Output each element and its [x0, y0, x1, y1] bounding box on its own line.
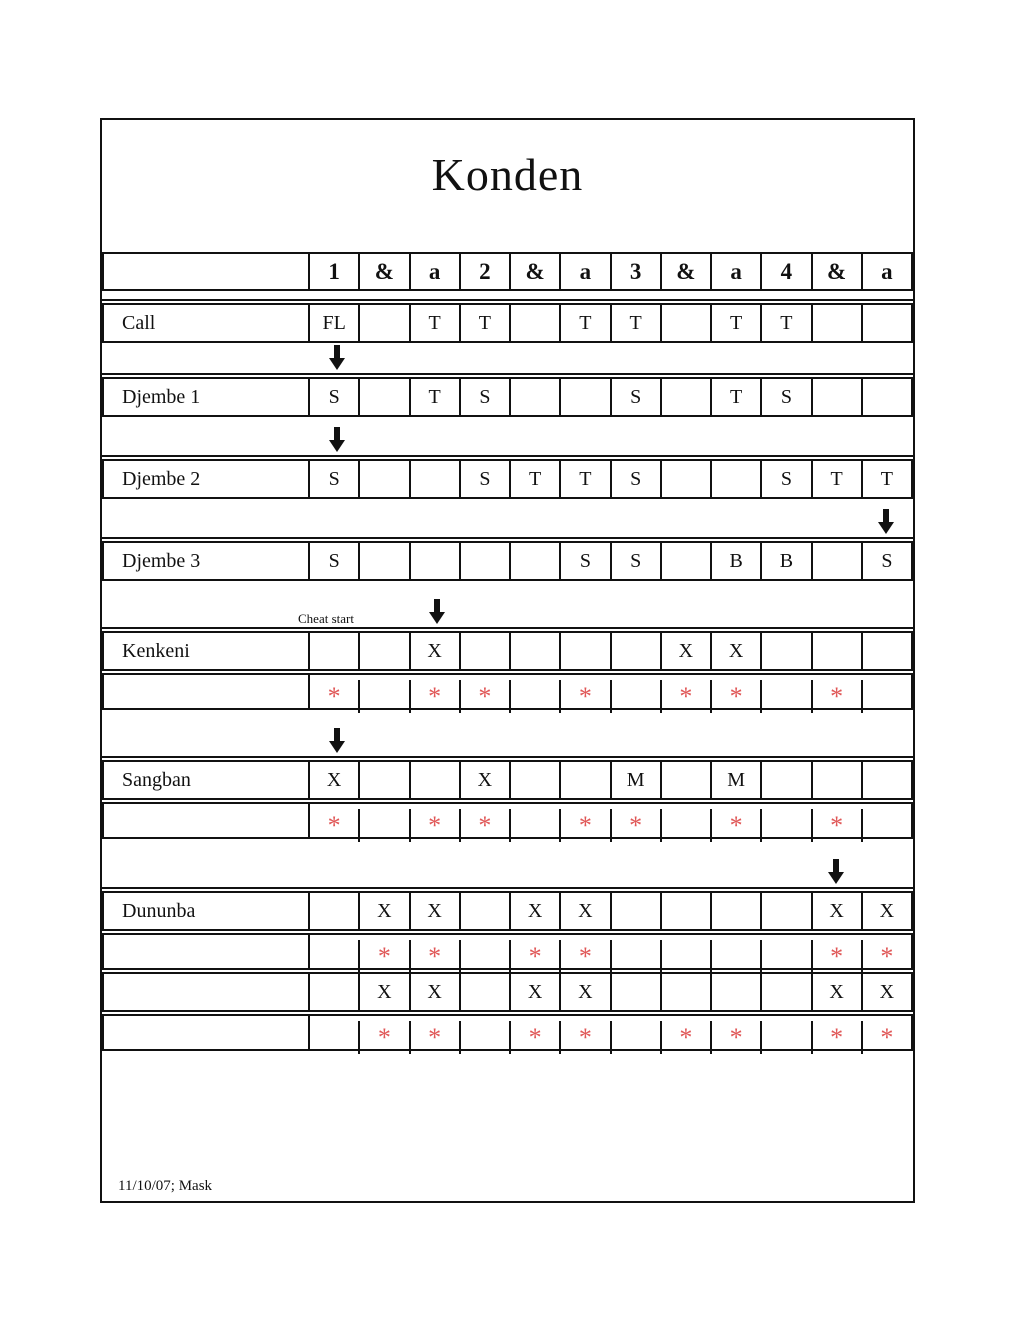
note-cell [461, 974, 511, 1010]
star-cell [662, 940, 712, 973]
note-cell [461, 543, 511, 579]
star-cell: * [662, 680, 712, 713]
star-cell: * [813, 809, 863, 842]
gap-row [102, 345, 913, 375]
note-cell [662, 762, 712, 798]
gap-row [102, 712, 913, 758]
star-cell: * [310, 680, 360, 713]
beat-header-cell: & [813, 254, 863, 289]
star-cell [762, 940, 812, 973]
star-cell [360, 680, 410, 713]
notation-row [102, 377, 913, 417]
note-cell: X [712, 633, 762, 669]
note-cell [712, 461, 762, 497]
star-cell: * [561, 940, 611, 973]
note-cell [360, 305, 410, 341]
note-cell [662, 305, 712, 341]
row-label: Djembe 3 [104, 543, 310, 579]
accent-row [102, 933, 913, 970]
note-cell: S [310, 543, 360, 579]
title-band [102, 120, 913, 250]
beat-header-cell: a [561, 254, 611, 289]
note-cell: S [561, 543, 611, 579]
note-cell: T [561, 305, 611, 341]
note-cell [762, 633, 812, 669]
note-cell [712, 974, 762, 1010]
star-cell [461, 1021, 511, 1054]
note-cell: X [662, 633, 712, 669]
note-cell [411, 543, 461, 579]
note-cell: T [561, 461, 611, 497]
note-cell [561, 633, 611, 669]
beat-header-cell: 1 [310, 254, 360, 289]
note-cell [863, 762, 911, 798]
note-cell: T [461, 305, 511, 341]
beat-header-cell: a [712, 254, 762, 289]
note-cell [612, 893, 662, 929]
star-cell: * [511, 940, 561, 973]
row-label [104, 935, 310, 968]
note-cell: S [461, 461, 511, 497]
note-cell [360, 762, 410, 798]
note-cell [511, 633, 561, 669]
star-cell [863, 809, 911, 842]
note-cell [762, 893, 812, 929]
note-cell: X [411, 893, 461, 929]
note-cell [813, 543, 863, 579]
star-cell: * [461, 680, 511, 713]
note-cell: X [310, 762, 360, 798]
star-cell: * [712, 809, 762, 842]
notation-grid [102, 252, 913, 1053]
star-cell [712, 940, 762, 973]
beat-header-cell: & [662, 254, 712, 289]
row-label: Call [104, 305, 310, 341]
row-label: Dununba [104, 893, 310, 929]
beat-header-cell: 3 [612, 254, 662, 289]
note-cell [662, 379, 712, 415]
footer-note: 11/10/07; Mask [118, 1178, 213, 1194]
star-cell [612, 940, 662, 973]
accent-row [102, 1014, 913, 1051]
star-cell: * [411, 809, 461, 842]
note-cell: S [310, 379, 360, 415]
note-cell [461, 893, 511, 929]
note-cell [360, 379, 410, 415]
star-cell: * [813, 680, 863, 713]
star-cell [461, 940, 511, 973]
star-cell: * [712, 1021, 762, 1054]
spacer-row [102, 293, 913, 301]
note-cell: S [762, 461, 812, 497]
row-cells [310, 974, 911, 1010]
star-cell [511, 809, 561, 842]
note-cell: S [612, 461, 662, 497]
star-cell [612, 680, 662, 713]
note-cell [813, 762, 863, 798]
note-cell [662, 893, 712, 929]
star-cell: * [310, 809, 360, 842]
star-cell [762, 680, 812, 713]
note-cell: T [762, 305, 812, 341]
note-cell [612, 974, 662, 1010]
note-cell [360, 633, 410, 669]
down-arrow-icon [329, 427, 345, 452]
notation-row [102, 760, 913, 800]
note-cell [863, 305, 911, 341]
note-cell: X [879, 980, 895, 1003]
down-arrow-icon [329, 345, 345, 370]
note-cell: X [411, 633, 461, 669]
row-label: Kenkeni [104, 633, 310, 669]
star-cell: * [561, 680, 611, 713]
note-cell [762, 762, 812, 798]
note-cell: S [612, 379, 662, 415]
row-label [104, 254, 310, 289]
note-cell [662, 974, 712, 1010]
note-cell: X [879, 899, 895, 922]
star-cell: * [411, 940, 461, 973]
beat-header-cell: 4 [762, 254, 812, 289]
row-cells [310, 762, 911, 798]
note-cell [511, 305, 561, 341]
beat-header-cell: a [881, 258, 893, 284]
note-cell: T [712, 305, 762, 341]
note-cell [360, 543, 410, 579]
star-cell: * [561, 809, 611, 842]
star-cell: * [411, 1021, 461, 1054]
note-cell [863, 379, 911, 415]
note-cell: X [511, 893, 561, 929]
note-cell [712, 893, 762, 929]
note-cell [511, 379, 561, 415]
note-cell: T [813, 461, 863, 497]
row-label [104, 1016, 310, 1049]
star-cell [511, 680, 561, 713]
star-cell [662, 809, 712, 842]
row-cells [310, 893, 911, 929]
note-cell [411, 762, 461, 798]
beat-header-cell: & [511, 254, 561, 289]
star-cell: * [561, 1021, 611, 1054]
note-cell [662, 543, 712, 579]
beat-header-cell: a [411, 254, 461, 289]
page-title: Konden [431, 148, 584, 200]
notation-row [102, 972, 913, 1012]
gap-row [102, 841, 913, 889]
row-cells [310, 804, 911, 840]
note-cell: S [612, 543, 662, 579]
notation-row [102, 459, 913, 499]
star-cell: * [880, 941, 894, 971]
note-cell: M [712, 762, 762, 798]
accent-row [102, 802, 913, 839]
note-cell: S [881, 549, 893, 572]
star-cell [612, 1021, 662, 1054]
star-cell: * [813, 1021, 863, 1054]
row-cells [310, 935, 911, 971]
row-label [104, 804, 310, 837]
note-cell: X [813, 974, 863, 1010]
note-cell [310, 633, 360, 669]
notation-row [102, 631, 913, 671]
note-cell [511, 762, 561, 798]
row-label: Sangban [104, 762, 310, 798]
cheat-start-label: Cheat start [298, 611, 354, 626]
note-cell [762, 974, 812, 1010]
star-cell: * [712, 680, 762, 713]
row-cells [310, 379, 911, 415]
row-label [104, 675, 310, 708]
notation-row [102, 303, 913, 343]
star-cell [762, 1021, 812, 1054]
row-label: Djembe 2 [104, 461, 310, 497]
star-cell: * [662, 1021, 712, 1054]
star-cell: * [360, 940, 410, 973]
note-cell: X [360, 974, 410, 1010]
note-cell: T [612, 305, 662, 341]
note-cell [813, 379, 863, 415]
note-cell: FL [310, 305, 360, 341]
down-arrow-icon [429, 599, 445, 624]
star-cell [762, 809, 812, 842]
note-cell [612, 633, 662, 669]
row-cells [310, 633, 911, 669]
gap-row [102, 419, 913, 457]
row-cells [310, 254, 911, 289]
note-cell: T [411, 305, 461, 341]
star-cell: * [880, 1022, 894, 1052]
star-cell: * [360, 1021, 410, 1054]
note-cell: B [762, 543, 812, 579]
note-cell: M [612, 762, 662, 798]
star-cell [360, 809, 410, 842]
note-cell: T [712, 379, 762, 415]
note-cell: X [813, 893, 863, 929]
star-cell [863, 680, 911, 713]
beat-header-cell: & [360, 254, 410, 289]
note-cell: B [712, 543, 762, 579]
note-cell: X [360, 893, 410, 929]
note-cell [561, 379, 611, 415]
note-cell: T [880, 467, 893, 490]
note-cell [360, 461, 410, 497]
bottom-band [102, 1053, 913, 1201]
down-arrow-icon [878, 509, 894, 534]
note-cell [461, 633, 511, 669]
note-cell [310, 893, 360, 929]
note-cell [662, 461, 712, 497]
row-label [104, 974, 310, 1010]
note-cell [411, 461, 461, 497]
down-arrow-icon [828, 859, 844, 884]
note-cell [310, 974, 360, 1010]
note-cell [511, 543, 561, 579]
note-cell [561, 762, 611, 798]
note-cell [863, 633, 911, 669]
star-cell: * [612, 809, 662, 842]
note-cell: T [511, 461, 561, 497]
notation-row [102, 541, 913, 581]
note-cell: T [411, 379, 461, 415]
star-cell: * [411, 680, 461, 713]
note-cell [813, 305, 863, 341]
row-label: Djembe 1 [104, 379, 310, 415]
row-cells [310, 543, 911, 579]
star-cell: * [813, 940, 863, 973]
row-cells [310, 461, 911, 497]
note-cell: S [310, 461, 360, 497]
note-cell: X [561, 893, 611, 929]
note-cell: X [561, 974, 611, 1010]
note-cell: S [762, 379, 812, 415]
note-cell: X [411, 974, 461, 1010]
note-cell: X [511, 974, 561, 1010]
row-cells [310, 1016, 911, 1052]
accent-row [102, 673, 913, 710]
star-cell: * [511, 1021, 561, 1054]
gap-row [102, 583, 913, 629]
star-cell [310, 940, 360, 973]
beat-header-row [102, 252, 913, 291]
star-cell [310, 1021, 360, 1054]
note-cell: S [461, 379, 511, 415]
down-arrow-icon [329, 728, 345, 753]
star-cell: * [461, 809, 511, 842]
gap-row [102, 501, 913, 539]
note-cell: X [461, 762, 511, 798]
row-cells [310, 675, 911, 711]
notation-row [102, 891, 913, 931]
notation-sheet [100, 118, 915, 1203]
beat-header-cell: 2 [461, 254, 511, 289]
note-cell [813, 633, 863, 669]
row-cells [310, 305, 911, 341]
